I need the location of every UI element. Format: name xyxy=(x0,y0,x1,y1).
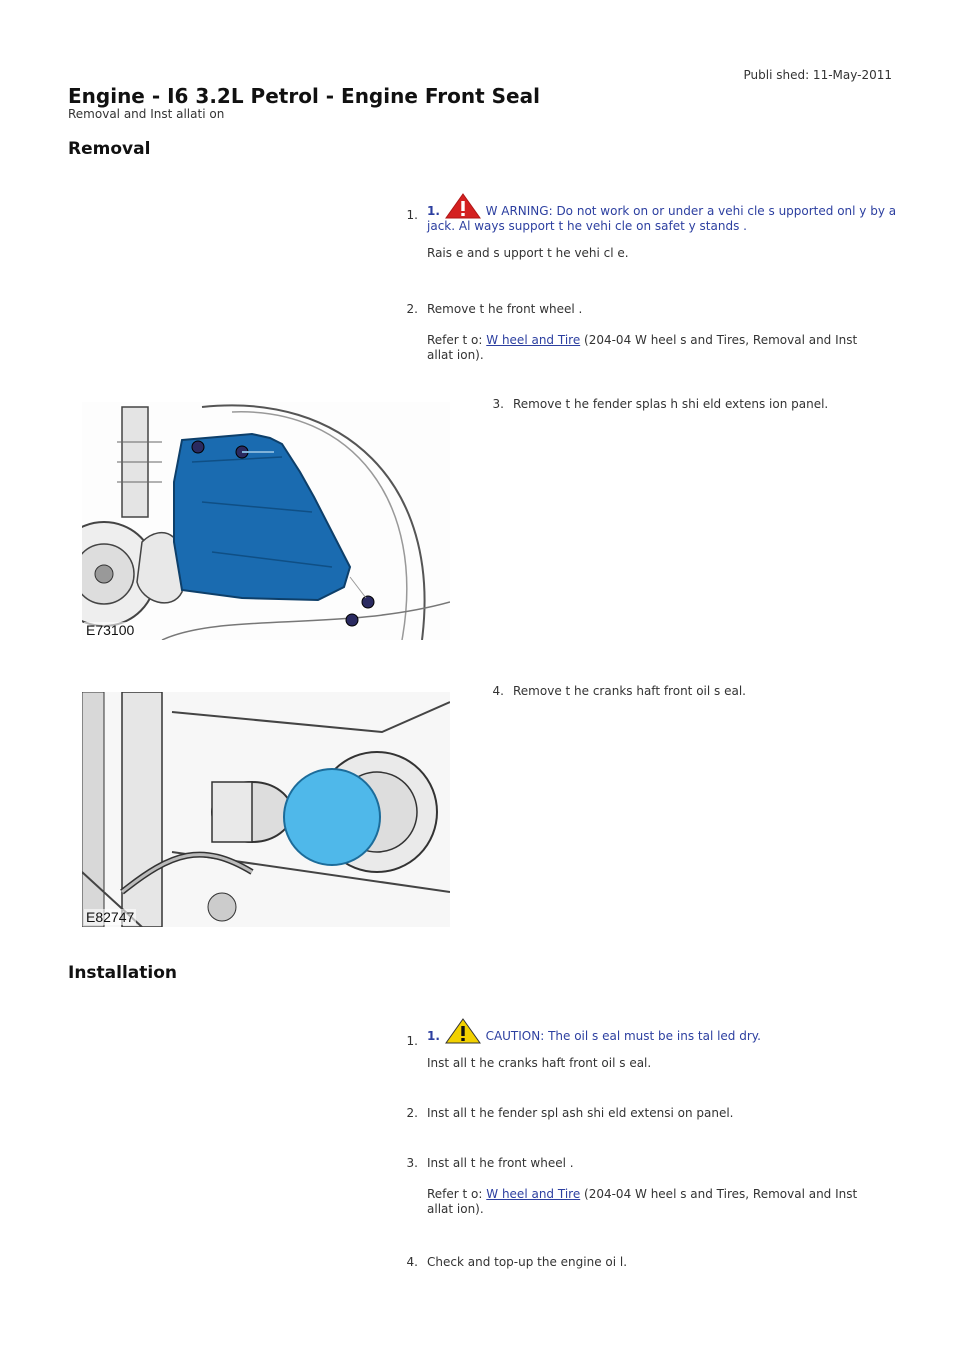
refer-prefix: Refer t o: xyxy=(427,333,487,347)
figure-fender-splash-shield xyxy=(82,402,450,640)
installation-step-3-number: 3. xyxy=(406,1156,418,1170)
wheel-and-tire-link[interactable]: W heel and Tire xyxy=(486,1187,581,1201)
published-date: Publi shed: 11-May-2011 xyxy=(743,68,892,82)
wheel-and-tire-link[interactable]: W heel and Tire xyxy=(486,333,581,347)
removal-step-1 xyxy=(427,193,897,261)
refer-suffix: (204-04 W heel s and Tires, Removal and Inst allat ion). xyxy=(427,1187,858,1216)
removal-step-2 xyxy=(427,302,877,363)
removal-step-4-number: 4. xyxy=(492,684,504,698)
page-title: Engine - I6 3.2L Petrol - Engine Front Seal xyxy=(68,84,540,108)
crankshaft-seal-illustration xyxy=(82,692,450,927)
installation-heading: Installation xyxy=(68,963,178,983)
refer-prefix: Refer t o: xyxy=(427,1187,487,1201)
caution-lead: 1. xyxy=(427,1029,440,1043)
warning-icon xyxy=(445,193,481,219)
removal-step-3-number: 3. xyxy=(492,397,504,411)
caution-note xyxy=(427,1018,897,1044)
warning-lead: 1. xyxy=(427,204,440,218)
installation-step-4-number: 4. xyxy=(406,1255,418,1269)
removal-step-4-text: Remove t he cranks haft front oil s eal. xyxy=(513,684,746,698)
figure-crankshaft-seal xyxy=(82,692,450,927)
removal-step-1-text: Rais e and s upport t he vehi cl e. xyxy=(427,246,629,260)
installation-step-3-refer xyxy=(427,1187,877,1217)
removal-step-2-refer xyxy=(427,333,877,363)
removal-step-1-number: 1. xyxy=(406,208,418,222)
removal-step-3-text: Remove t he fender splas h shi eld extens ion panel. xyxy=(513,397,829,411)
installation-step-2-number: 2. xyxy=(406,1106,418,1120)
removal-step-2-text: Remove t he front wheel . xyxy=(427,302,583,316)
warning-text: W ARNING: Do not work on or under a vehi cle s upported onl y by a jack. Al ways support t he vehi cle on safet y stands . xyxy=(427,204,897,233)
installation-step-1 xyxy=(427,1018,897,1071)
installation-step-2-text: Inst all t he fender spl ash shi eld extensi on panel. xyxy=(427,1106,734,1120)
fender-splash-shield-illustration xyxy=(82,402,450,640)
caution-text: CAUTION: The oil s eal must be ins tal led dry. xyxy=(481,1029,761,1043)
installation-step-1-number: 1. xyxy=(406,1034,418,1048)
refer-suffix: (204-04 W heel s and Tires, Removal and Inst allat ion). xyxy=(427,333,858,362)
removal-step-2-number: 2. xyxy=(406,302,418,316)
installation-step-1-text: Inst all t he cranks haft front oil s eal. xyxy=(427,1056,652,1070)
installation-step-3-text: Inst all t he front wheel . xyxy=(427,1156,574,1170)
warning-note xyxy=(427,193,897,234)
page-subtitle: Removal and Inst allati on xyxy=(68,107,225,121)
figure-label: E82747 xyxy=(86,909,135,925)
installation-step-3 xyxy=(427,1156,877,1217)
removal-heading: Removal xyxy=(68,139,151,159)
installation-step-4-text: Check and top-up the engine oi l. xyxy=(427,1255,628,1269)
figure-label: E73100 xyxy=(86,622,135,638)
caution-icon xyxy=(445,1018,481,1044)
